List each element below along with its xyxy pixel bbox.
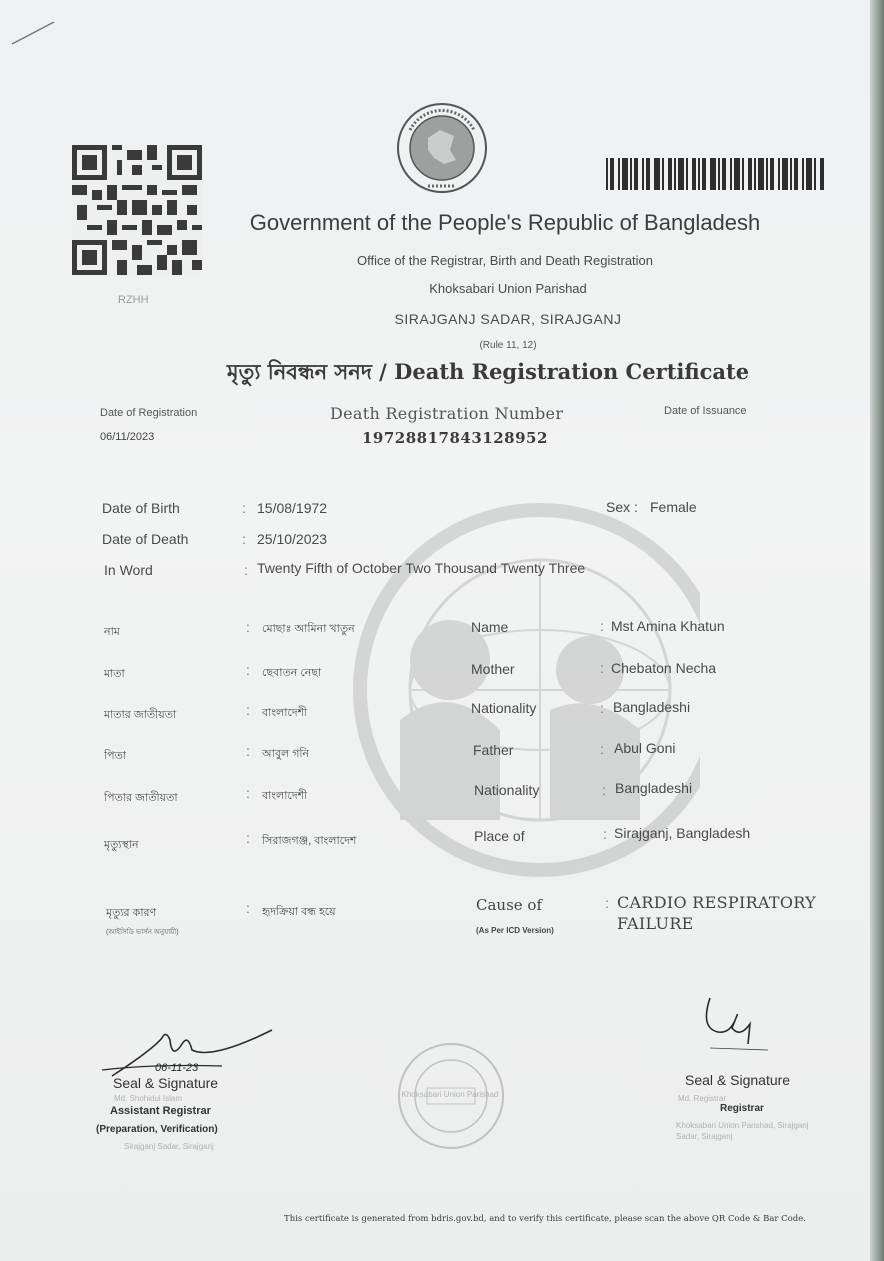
cause-value-line2: FAILURE <box>617 914 694 933</box>
mother-nationality-bn-value: বাংলাদেশী <box>262 707 308 719</box>
registration-number-label: Death Registration Number <box>330 404 564 423</box>
pen-mark <box>8 18 58 48</box>
mother-nationality-bn-label: মাতার জাতীয়তা <box>104 709 177 721</box>
in-word-value: Twenty Fifth of October Two Thousand Twenty Three <box>257 560 586 576</box>
right-seal-label: Seal & Signature <box>685 1072 791 1088</box>
name-value: Mst Amina Khatun <box>611 618 725 634</box>
registration-number-value: 19728817843128952 <box>362 429 548 447</box>
place-label: Place of <box>474 828 525 844</box>
name-bn-label: নাম <box>104 626 120 638</box>
right-signer-title: Registrar <box>720 1103 764 1114</box>
place-bn-value: সিরাজগঞ্জ, বাংলাদেশ <box>262 835 357 847</box>
in-word-label: In Word <box>104 562 153 578</box>
date-of-death-value: 25/10/2023 <box>257 531 328 547</box>
colon: : <box>605 895 609 911</box>
right-signer-place: Khoksabari Union Parishad, Sirajganj Sadar, Sirajganj <box>676 1121 809 1141</box>
left-signer-sub: (Preparation, Verification) <box>96 1124 218 1135</box>
right-signature <box>690 988 770 1058</box>
union-heading: Khoksabari Union Parishad <box>429 281 587 296</box>
date-of-birth-value: 15/08/1972 <box>257 500 328 516</box>
rule-text: (Rule 11, 12) <box>479 340 537 351</box>
office-heading: Office of the Registrar, Birth and Death Registration <box>356 253 654 268</box>
colon: : <box>246 900 250 916</box>
date-of-birth-label: Date of Birth <box>102 500 180 516</box>
mother-bn-label: মাতা <box>104 668 125 680</box>
colon: : <box>244 562 248 578</box>
date-of-registration-value: 06/11/2023 <box>100 431 155 443</box>
colon: : <box>603 826 607 842</box>
certificate-title: মৃত্যু নিবন্ধন সনদ / Death Registration Certificate <box>226 359 750 384</box>
union-seal-text: Khoksabari Union Parishad <box>401 1090 499 1099</box>
cause-bn-label: মৃত্যুর কারণ <box>106 907 157 919</box>
date-of-death-label: Date of Death <box>102 531 189 547</box>
paper-edge <box>870 0 884 1261</box>
mother-value: Chebaton Necha <box>611 660 717 676</box>
bangladesh-emblem-icon <box>388 100 496 198</box>
colon: : <box>246 619 250 635</box>
colon: : <box>242 531 246 547</box>
father-nationality-bn-label: পিতার জাতীয়তা <box>104 792 178 804</box>
left-seal-label: Seal & Signature <box>113 1075 219 1091</box>
cause-value <box>617 892 816 934</box>
right-signer-name: Md. Registrar <box>678 1094 727 1103</box>
place-value: Sirajganj, Bangladesh <box>614 825 751 841</box>
government-heading: Government of the People's Republic of Bangladesh <box>249 210 761 235</box>
colon: : <box>246 702 250 718</box>
colon: : <box>246 785 250 801</box>
mother-nationality-value: Bangladeshi <box>613 699 691 715</box>
father-label: Father <box>473 742 514 758</box>
district-heading: SIRAJGANJ SADAR, SIRAJGANJ <box>394 311 622 327</box>
father-value: Abul Goni <box>614 740 676 756</box>
cause-bn-sub: (আইসিডি ভার্সন অনুযায়ী) <box>106 929 179 936</box>
footer-note: This certificate is generated from bdris.gov.bd, and to verify this certificate, please scan the above QR Code & Bar Code. <box>284 1214 806 1224</box>
colon: : <box>602 782 606 798</box>
name-label: Name <box>471 619 509 635</box>
mother-label: Mother <box>471 661 515 677</box>
date-of-registration-label: Date of Registration <box>100 407 198 419</box>
mother-nationality-label: Nationality <box>471 700 537 716</box>
mother-bn-value: ছেবাতন নেছা <box>262 667 322 679</box>
date-of-issuance-label: Date of Issuance <box>664 405 747 417</box>
colon: : <box>246 743 250 759</box>
colon: : <box>600 618 604 634</box>
name-bn-value: মোছাঃ আমিনা খাতুন <box>262 623 355 635</box>
colon: : <box>246 830 250 846</box>
cause-value-line1: CARDIO RESPIRATORY <box>617 893 817 912</box>
cause-label: Cause of <box>476 896 543 914</box>
sex-label: Sex : <box>606 499 638 515</box>
colon: : <box>600 660 604 676</box>
father-bn-label: পিতা <box>104 750 127 762</box>
father-nationality-value: Bangladeshi <box>615 780 693 796</box>
left-signer-place: Sirajganj Sadar, Sirajganj <box>124 1142 214 1151</box>
colon: : <box>600 700 604 716</box>
sex-value: Female <box>650 499 697 515</box>
cause-sub: (As Per ICD Version) <box>476 926 554 935</box>
left-signer-title: Assistant Registrar <box>110 1105 211 1117</box>
cause-bn-value: হৃদক্রিয়া বন্ধ হয়ে <box>262 906 336 918</box>
father-nationality-bn-value: বাংলাদেশী <box>262 790 308 802</box>
left-signature-date: 06-11-23 <box>155 1062 199 1074</box>
barcode-icon[interactable] <box>606 158 826 190</box>
qr-code-text: RZHH <box>118 294 149 306</box>
father-nationality-label: Nationality <box>474 782 540 798</box>
colon: : <box>246 662 250 678</box>
place-bn-label: মৃত্যুস্থান <box>104 839 139 851</box>
left-signer-name: Md. Shohidul Islam <box>114 1094 183 1103</box>
colon: : <box>600 741 604 757</box>
colon: : <box>242 500 246 516</box>
father-bn-value: আবুল গনি <box>262 748 310 760</box>
